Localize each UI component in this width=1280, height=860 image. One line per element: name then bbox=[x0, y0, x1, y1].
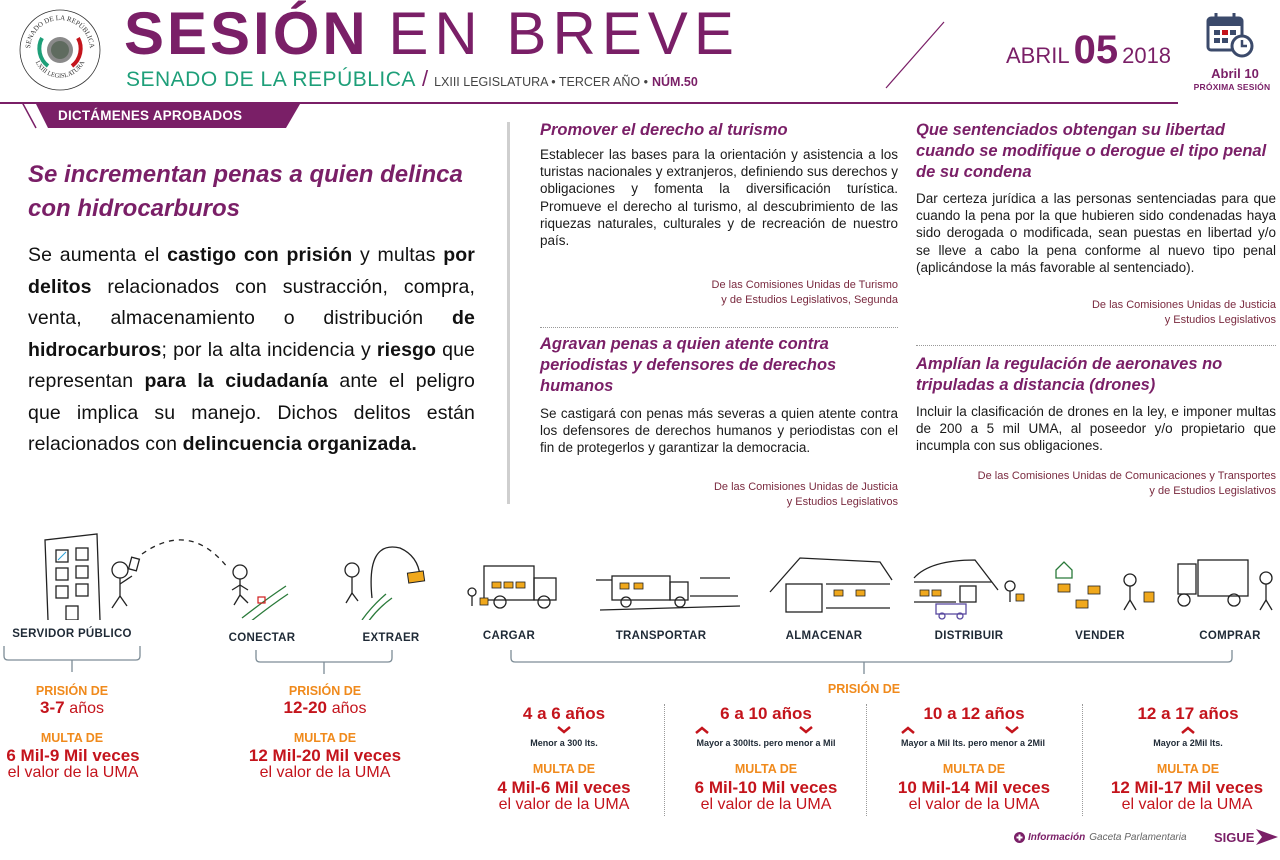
body-emphasis: delincuencia organizada. bbox=[182, 433, 417, 455]
years-value: 12-20 bbox=[283, 698, 328, 717]
footer-info[interactable] bbox=[1014, 832, 1187, 843]
process-illustrations bbox=[0, 520, 1280, 620]
source-line: De las Comisiones Unidas de Justicia bbox=[713, 481, 898, 493]
prison-years-b bbox=[255, 698, 395, 718]
prison-label-a: PRISIÓN DE bbox=[35, 684, 109, 698]
decorative-slash bbox=[880, 20, 950, 90]
date-day: 05 bbox=[1073, 28, 1119, 72]
column-divider bbox=[507, 122, 510, 504]
tier-2-fine-label: MULTA DE bbox=[734, 762, 798, 776]
body-emphasis: para la ciudadanía bbox=[144, 370, 329, 392]
next-session-date: Abril 10 bbox=[1211, 66, 1259, 81]
step-comprar: COMPRAR bbox=[1199, 630, 1261, 642]
bracket-conectar-extraer bbox=[256, 650, 392, 662]
svg-text:LXIII LEGISLATURA: LXIII LEGISLATURA bbox=[33, 59, 87, 80]
tier-2-fine: 6 Mil-10 Mil veces bbox=[694, 778, 838, 797]
body-text: Se aumenta el bbox=[28, 244, 168, 266]
tier-2-uma: el valor de la UMA bbox=[700, 796, 832, 813]
section-tab-label: DICTÁMENES APROBADOS bbox=[58, 108, 243, 123]
issue-number: NÚM.50 bbox=[651, 75, 698, 89]
card-body-turismo: Establecer las bases para la orientación y asistencia a los turistas nacionales y extranjeros, definiendo sus derechos y obligaciones y fomenta la diversificación turística. Promueve el derecho al turismo, al descubrimiento de las riquezas naturales, culturales y de recreación de nuestro país. bbox=[540, 147, 898, 249]
date-year: 2018 bbox=[1122, 43, 1172, 68]
dotted-divider bbox=[916, 345, 1276, 346]
main-article-title: Se incrementan penas a quien delinca con hidrocarburos bbox=[28, 161, 463, 222]
tier-1-years: 4 a 6 años bbox=[522, 704, 606, 723]
date-month: ABRIL bbox=[1006, 43, 1070, 68]
title-bold: SESIÓN bbox=[124, 0, 369, 67]
tier-4-uma: el valor de la UMA bbox=[1121, 796, 1253, 813]
arrow-right-icon[interactable] bbox=[1256, 829, 1278, 845]
tier-4-fine: 12 Mil-17 Mil veces bbox=[1110, 778, 1264, 797]
tier-4-fine-label: MULTA DE bbox=[1156, 762, 1220, 776]
card-title-sentenciados: Que sentenciados obtengan su libertad cuando se modifique o derogue el tipo penal de su condena bbox=[916, 121, 1267, 181]
card-title-periodistas: Agravan penas a quien atente contra periodistas y defensores de derechos humanos bbox=[540, 335, 837, 395]
prison-label-c: PRISIÓN DE bbox=[827, 682, 901, 696]
fine-label-b: MULTA DE bbox=[293, 731, 357, 745]
step-distribuir: DISTRIBUIR bbox=[934, 630, 1004, 642]
building-illustration bbox=[45, 534, 100, 620]
warehouse bbox=[770, 558, 892, 612]
card-body-periodistas: Se castigará con penas más severas a quien atente contra los defensores de derechos humanos y periodistas con el fin de protegerlos y garantizar la democracia. bbox=[540, 406, 898, 456]
tier-3-condition: Mayor a Mil lts. pero menor a 2Mil bbox=[900, 738, 1046, 748]
institution-name: SENADO DE LA REPÚBLICA bbox=[126, 68, 416, 91]
source-line: De las Comisiones Unidas de Turismo bbox=[711, 279, 898, 291]
years-unit: años bbox=[69, 700, 104, 717]
svg-text:SENADO DE LA REPÚBLICA: SENADO DE LA REPÚBLICA bbox=[24, 13, 97, 49]
source-line: y de Estudios Legislativos bbox=[1149, 485, 1276, 497]
source-line: De las Comisiones Unidas de Justicia bbox=[1091, 299, 1276, 311]
tier-2-years: 6 a 10 años bbox=[720, 704, 812, 723]
main-article-body bbox=[28, 240, 475, 461]
truck-transport bbox=[596, 576, 740, 610]
bracket-servidor bbox=[4, 646, 140, 660]
body-text: que representan bbox=[28, 338, 475, 392]
next-page-link[interactable]: SIGUE bbox=[1214, 830, 1255, 845]
tier-3-uma: el valor de la UMA bbox=[908, 796, 1040, 813]
chevron-down-icon bbox=[556, 726, 572, 734]
source-line: De las Comisiones Unidas de Comunicaciones y Transportes bbox=[977, 470, 1276, 482]
body-text: relacionados con sustracción, compra, venta, almacenamiento o distribución bbox=[28, 275, 475, 329]
tier-divider bbox=[866, 704, 867, 816]
senate-seal-logo bbox=[18, 8, 102, 92]
years-value: 3-7 bbox=[39, 698, 65, 717]
step-cargar: CARGAR bbox=[482, 630, 536, 642]
card-source-turismo bbox=[540, 278, 898, 308]
body-text: ; por la alta incidencia y bbox=[161, 338, 377, 361]
chevron-up-icon bbox=[694, 726, 710, 734]
tier-4-years: 12 a 17 años bbox=[1137, 704, 1239, 723]
legislature-label: LXIII LEGISLATURA • TERCER AÑO • bbox=[434, 75, 648, 89]
fine-label-a: MULTA DE bbox=[40, 731, 104, 745]
tier-3-fine-label: MULTA DE bbox=[942, 762, 1006, 776]
subtitle-row bbox=[126, 66, 698, 92]
step-almacenar: ALMACENAR bbox=[785, 630, 863, 642]
title-light: EN BREVE bbox=[388, 0, 740, 67]
body-emphasis: riesgo bbox=[376, 338, 437, 361]
fine-uma-b: el valor de la UMA bbox=[259, 764, 391, 781]
source-line: y Estudios Legislativos bbox=[1164, 314, 1276, 326]
info-label: Información bbox=[1028, 832, 1086, 843]
pickup-truck bbox=[936, 604, 966, 619]
fine-value-b: 12 Mil-20 Mil veces bbox=[248, 746, 402, 765]
dashed-arc bbox=[142, 540, 228, 568]
official-figure bbox=[112, 557, 139, 608]
tier-1-condition: Menor a 300 lts. bbox=[530, 738, 598, 748]
tier-3-years: 10 a 12 años bbox=[923, 704, 1025, 723]
calendar-clock-icon bbox=[1206, 12, 1254, 58]
step-transportar: TRANSPORTAR bbox=[615, 630, 707, 642]
chevron-down-icon bbox=[798, 726, 814, 734]
dotted-divider bbox=[540, 327, 898, 328]
chevron-up-icon bbox=[900, 726, 916, 734]
tier-3-fine: 10 Mil-14 Mil veces bbox=[897, 778, 1051, 797]
body-emphasis: castigo con prisión bbox=[167, 244, 353, 266]
tier-2-condition: Mayor a 300lts. pero menor a Mil bbox=[696, 738, 836, 748]
slash-divider: / bbox=[421, 66, 429, 91]
card-source-drones bbox=[900, 469, 1276, 499]
card-source-sentenciados bbox=[916, 298, 1276, 328]
body-text: ante el peligro que implica su manejo. Dichos delitos están relacionados con bbox=[28, 370, 475, 455]
step-vender: VENDER bbox=[1075, 630, 1125, 642]
card-source-periodistas bbox=[540, 480, 898, 510]
plus-circle-icon bbox=[1014, 832, 1025, 843]
body-emphasis: por delitos bbox=[28, 244, 475, 298]
tier-divider bbox=[664, 704, 665, 816]
card-title-turismo: Promover el derecho al turismo bbox=[540, 121, 788, 139]
bracket-cargar-comprar bbox=[511, 650, 1232, 662]
body-text: y multas bbox=[352, 244, 444, 266]
fine-uma-a: el valor de la UMA bbox=[7, 764, 139, 781]
years-unit: años bbox=[331, 700, 367, 717]
tier-1-fine: 4 Mil-6 Mil veces bbox=[497, 778, 631, 797]
step-conectar: CONECTAR bbox=[228, 632, 296, 644]
tier-4-condition: Mayor a 2Mil lts. bbox=[1153, 738, 1223, 748]
step-extraer: EXTRAER bbox=[362, 632, 420, 644]
card-title-drones: Amplían la regulación de aeronaves no tripuladas a distancia (drones) bbox=[916, 355, 1223, 394]
tier-1-fine-label: MULTA DE bbox=[532, 762, 596, 776]
tier-divider bbox=[1082, 704, 1083, 816]
next-session-label: PRÓXIMA SESIÓN bbox=[1193, 82, 1271, 92]
source-line: y de Estudios Legislativos, Segunda bbox=[721, 294, 898, 306]
source-line: y Estudios Legislativos bbox=[786, 496, 898, 508]
chevron-up-icon bbox=[1180, 726, 1196, 734]
chevron-down-icon bbox=[1004, 726, 1020, 734]
body-emphasis: de hidrocarburos bbox=[28, 307, 475, 361]
issue-date bbox=[1006, 28, 1172, 72]
buyer-truck bbox=[1178, 560, 1272, 610]
step-servidor-publico: SERVIDOR PÚBLICO bbox=[12, 628, 132, 640]
fine-value-a: 6 Mil-9 Mil veces bbox=[6, 746, 140, 765]
prison-years-a bbox=[12, 698, 132, 718]
info-source: Gaceta Parlamentaria bbox=[1089, 832, 1187, 843]
publication-title bbox=[124, 2, 740, 66]
card-body-drones: Incluir la clasificación de drones en la ley, e imponer multas de 200 a 5 mil UMA, al poseedor y/o propietario que incumpla con sus obligaciones. bbox=[916, 404, 1276, 454]
group-brackets bbox=[0, 640, 1280, 690]
prison-label-b: PRISIÓN DE bbox=[288, 684, 362, 698]
tier-1-uma: el valor de la UMA bbox=[498, 796, 630, 813]
connect-figure bbox=[232, 565, 248, 605]
card-body-sentenciados: Dar certeza jurídica a las personas sentenciadas para que cuando la pena por la que hubieren sido condenadas haya sido derogada o modificada, sean puestas en libertad y/o se lleve a cabo la pena conforme al nuevo tipo penal (aplicándose la más favorable al sentenciado). bbox=[916, 191, 1276, 275]
